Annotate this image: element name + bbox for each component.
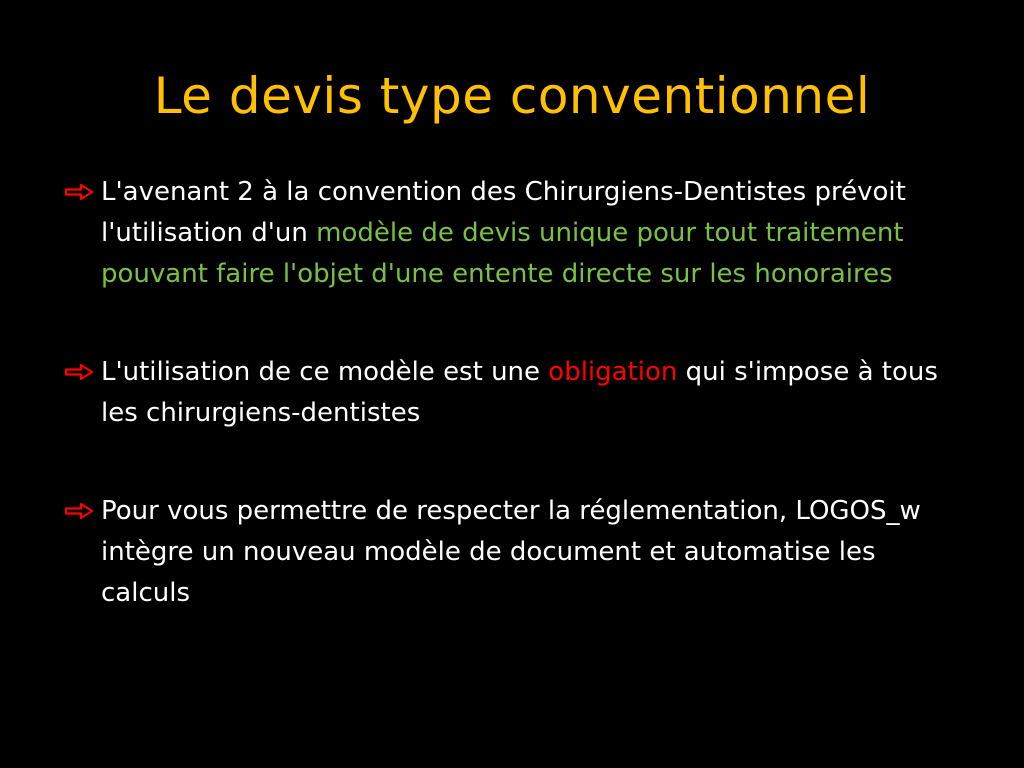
arrow-right-icon (64, 183, 94, 201)
bullet-text: Pour vous permettre de respecter la réglementation, LOGOS_w intègre un nouveau modèle de document et automatise les calculs (101, 496, 921, 608)
slide-title: Le devis type conventionnel (153, 67, 871, 125)
bullet-item (64, 172, 954, 295)
bullet-text: L'utilisation de ce modèle est une (101, 357, 549, 387)
bullet-text-after: qui s'impose à tous les chirurgiens-dentistes (101, 357, 938, 428)
bullet-item (64, 352, 954, 434)
arrow-right-icon (64, 502, 94, 520)
bullet-highlight: modèle de devis unique pour tout traitement pouvant faire l'objet d'une entente directe sur les honoraires (101, 218, 904, 289)
bullet-item (64, 491, 954, 614)
arrow-right-icon (64, 363, 94, 381)
bullet-highlight: obligation (548, 357, 678, 387)
bullet-list (64, 172, 954, 614)
bullet-text: L'avenant 2 à la convention des Chirurgiens-Dentistes prévoit l'utilisation d'un (101, 177, 906, 248)
